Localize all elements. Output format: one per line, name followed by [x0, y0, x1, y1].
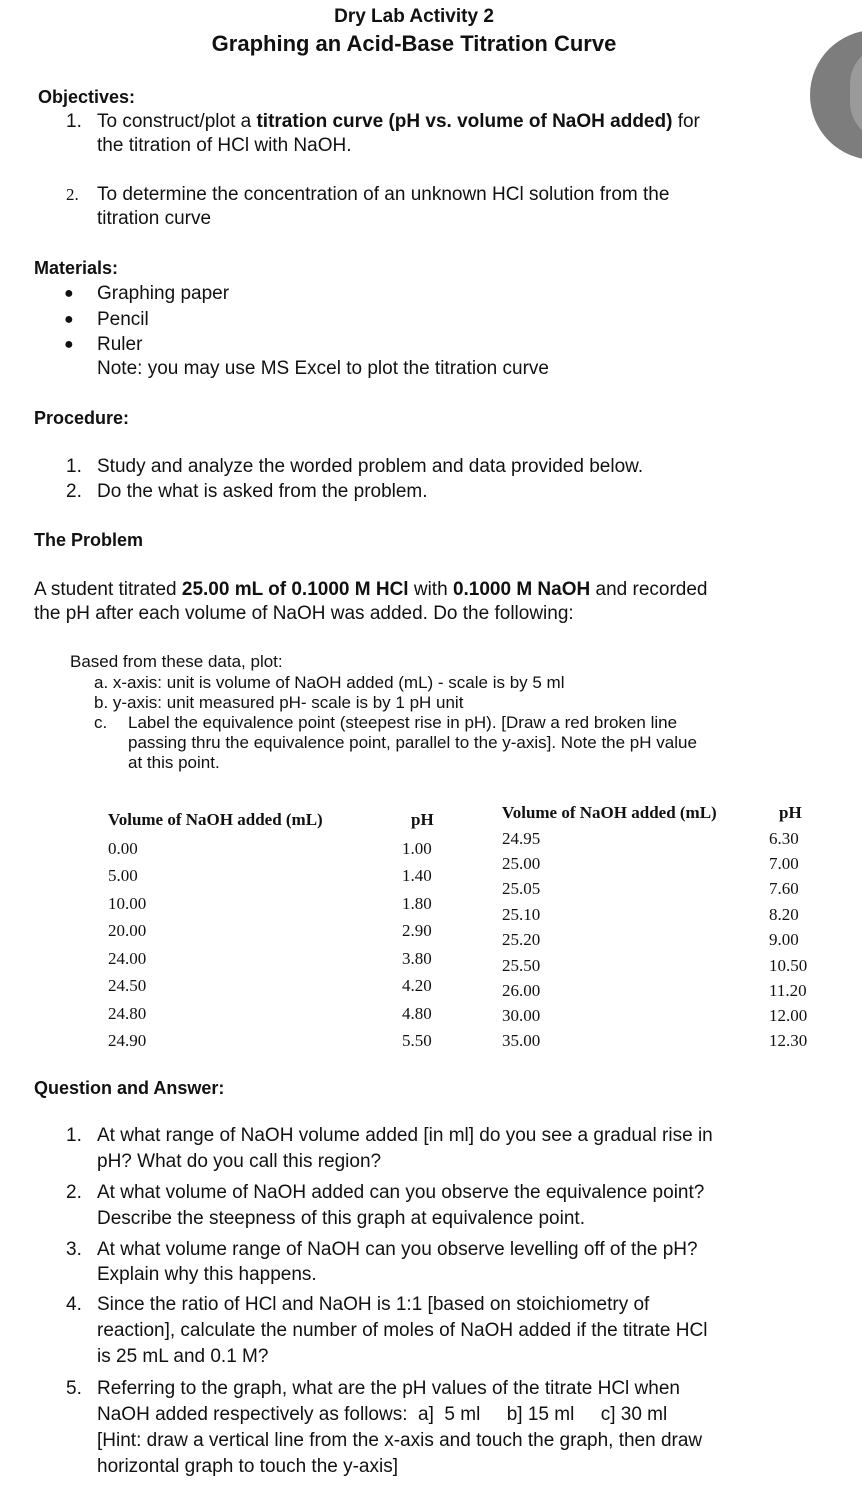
plot-instruction-c-line3: at this point. — [128, 753, 220, 772]
question-number: 3. — [66, 1239, 82, 1260]
material-item: Ruler — [97, 334, 143, 355]
bullet-icon: ● — [64, 311, 74, 328]
left-table-ph: 4.80 — [402, 1004, 432, 1023]
material-item: Pencil — [97, 309, 149, 330]
problem-text: and recorded — [590, 579, 708, 600]
left-table-header-volume: Volume of NaOH added (mL) — [108, 810, 323, 829]
bullet-icon: ● — [64, 336, 74, 353]
problem-bold-naoh: 0.1000 M NaOH — [452, 579, 591, 600]
left-table-volume: 24.00 — [108, 949, 147, 968]
right-table-volume: 25.10 — [502, 905, 541, 924]
right-table-volume: 25.20 — [502, 930, 541, 949]
left-table-ph: 1.40 — [402, 866, 432, 885]
left-table-ph: 4.20 — [402, 976, 432, 995]
objective-2-line2: titration curve — [97, 208, 212, 229]
left-table-ph: 2.90 — [402, 921, 432, 940]
objectives-heading: Objectives: — [38, 87, 136, 107]
left-table-volume: 24.50 — [108, 976, 147, 995]
question-number: 4. — [66, 1294, 82, 1315]
left-table-volume: 0.00 — [108, 839, 138, 858]
procedure-step-number: 2. — [66, 481, 82, 502]
activity-label: Dry Lab Activity 2 — [334, 6, 494, 27]
left-table-volume: 24.80 — [108, 1004, 147, 1023]
left-table-volume: 10.00 — [108, 894, 147, 913]
objective-1-post: for — [672, 111, 700, 132]
objective-1-pre: To construct/plot a — [97, 111, 257, 132]
problem-heading: The Problem — [34, 530, 144, 550]
question-5-line4: horizontal graph to touch the y-axis] — [97, 1456, 399, 1477]
question-1-line2: pH? What do you call this region? — [97, 1151, 382, 1172]
question-4-line1: Since the ratio of HCl and NaOH is 1:1 [based on stoichiometry of — [97, 1294, 650, 1315]
right-table-volume: 25.00 — [502, 854, 541, 873]
problem-paragraph-line2: the pH after each volume of NaOH was added. Do the following: — [34, 603, 574, 624]
objective-1-text — [97, 110, 700, 134]
problem-text: with — [408, 579, 453, 600]
right-table-header-ph: pH — [779, 803, 802, 822]
right-table-ph: 12.00 — [769, 1006, 808, 1025]
left-table-header-ph: pH — [411, 810, 434, 829]
right-table-volume: 30.00 — [502, 1006, 541, 1025]
plot-instruction-c-number: c. — [94, 713, 108, 732]
plot-instructions-intro: Based from these data, plot: — [70, 652, 283, 671]
right-table-ph: 6.30 — [769, 829, 799, 848]
plot-instruction-c-line1: Label the equivalence point (steepest rise in pH). [Draw a red broken line — [128, 713, 678, 732]
plot-instruction-a: a. x-axis: unit is volume of NaOH added (mL) - scale is by 5 ml — [94, 673, 565, 692]
left-table-ph: 5.50 — [402, 1031, 432, 1050]
question-5-line2: NaOH added respectively as follows: a] 5 ml b] 15 ml c] 30 ml — [97, 1404, 668, 1425]
procedure-step: Do the what is asked from the problem. — [97, 481, 428, 502]
bullet-icon: ● — [64, 285, 74, 302]
page-title: Graphing an Acid-Base Titration Curve — [211, 31, 617, 56]
materials-note: Note: you may use MS Excel to plot the titration curve — [97, 358, 549, 379]
right-table-ph: 12.30 — [769, 1031, 808, 1050]
question-5-line3: [Hint: draw a vertical line from the x-axis and touch the graph, then draw — [97, 1430, 703, 1451]
plot-instruction-c-line2: passing thru the equivalence point, parallel to the y-axis]. Note the pH value — [128, 733, 697, 752]
right-table-volume: 26.00 — [502, 981, 541, 1000]
question-2-line2: Describe the steepness of this graph at equivalence point. — [97, 1208, 585, 1229]
qa-heading: Question and Answer: — [34, 1078, 225, 1098]
question-number: 1. — [66, 1125, 82, 1146]
left-table-ph: 1.00 — [402, 839, 432, 858]
right-table-volume: 24.95 — [502, 829, 541, 848]
question-2-line1: At what volume of NaOH added can you observe the equivalence point? — [97, 1182, 705, 1203]
problem-paragraph-line1 — [34, 578, 707, 602]
problem-text: A student titrated — [34, 579, 182, 600]
right-table-ph: 9.00 — [769, 930, 799, 949]
objective-1-bold: titration curve (pH vs. volume of NaOH added) — [256, 111, 673, 132]
right-table-volume: 25.50 — [502, 956, 541, 975]
procedure-heading: Procedure: — [34, 408, 130, 428]
question-3-line1: At what volume range of NaOH can you observe levelling off of the pH? — [97, 1239, 698, 1260]
question-4-line3: is 25 mL and 0.1 M? — [97, 1346, 269, 1367]
left-table-ph: 1.80 — [402, 894, 432, 913]
right-table-ph: 7.60 — [769, 879, 799, 898]
problem-bold-hcl: 25.00 mL of 0.1000 M HCl — [181, 579, 409, 600]
procedure-step: Study and analyze the worded problem and data provided below. — [97, 456, 644, 477]
question-4-line2: reaction], calculate the number of moles of NaOH added if the titrate HCl — [97, 1320, 708, 1341]
right-table-volume: 35.00 — [502, 1031, 541, 1050]
procedure-step-number: 1. — [66, 456, 82, 477]
right-table-ph: 8.20 — [769, 905, 799, 924]
left-table-volume: 24.90 — [108, 1031, 147, 1050]
plot-instruction-b: b. y-axis: unit measured pH- scale is by 1 pH unit — [94, 693, 464, 712]
objective-2-line1: To determine the concentration of an unknown HCl solution from the — [97, 184, 670, 205]
left-table-ph: 3.80 — [402, 949, 432, 968]
question-number: 2. — [66, 1182, 82, 1203]
objective-1-number: 1. — [66, 111, 82, 132]
right-table-ph: 10.50 — [769, 956, 808, 975]
right-table-header-volume: Volume of NaOH added (mL) — [502, 803, 717, 822]
right-table-volume: 25.05 — [502, 879, 541, 898]
right-table-ph: 7.00 — [769, 854, 799, 873]
materials-heading: Materials: — [34, 258, 119, 278]
objective-2-number: 2. — [66, 185, 79, 204]
objective-1-line2: the titration of HCl with NaOH. — [97, 135, 352, 156]
question-3-line2: Explain why this happens. — [97, 1264, 317, 1285]
left-table-volume: 20.00 — [108, 921, 147, 940]
question-1-line1: At what range of NaOH volume added [in ml] do you see a gradual rise in — [97, 1125, 713, 1146]
left-table-volume: 5.00 — [108, 866, 138, 885]
question-5-line1: Referring to the graph, what are the pH values of the titrate HCl when — [97, 1378, 680, 1399]
right-table-ph: 11.20 — [769, 981, 807, 1000]
material-item: Graphing paper — [97, 283, 230, 304]
question-number: 5. — [66, 1378, 82, 1399]
